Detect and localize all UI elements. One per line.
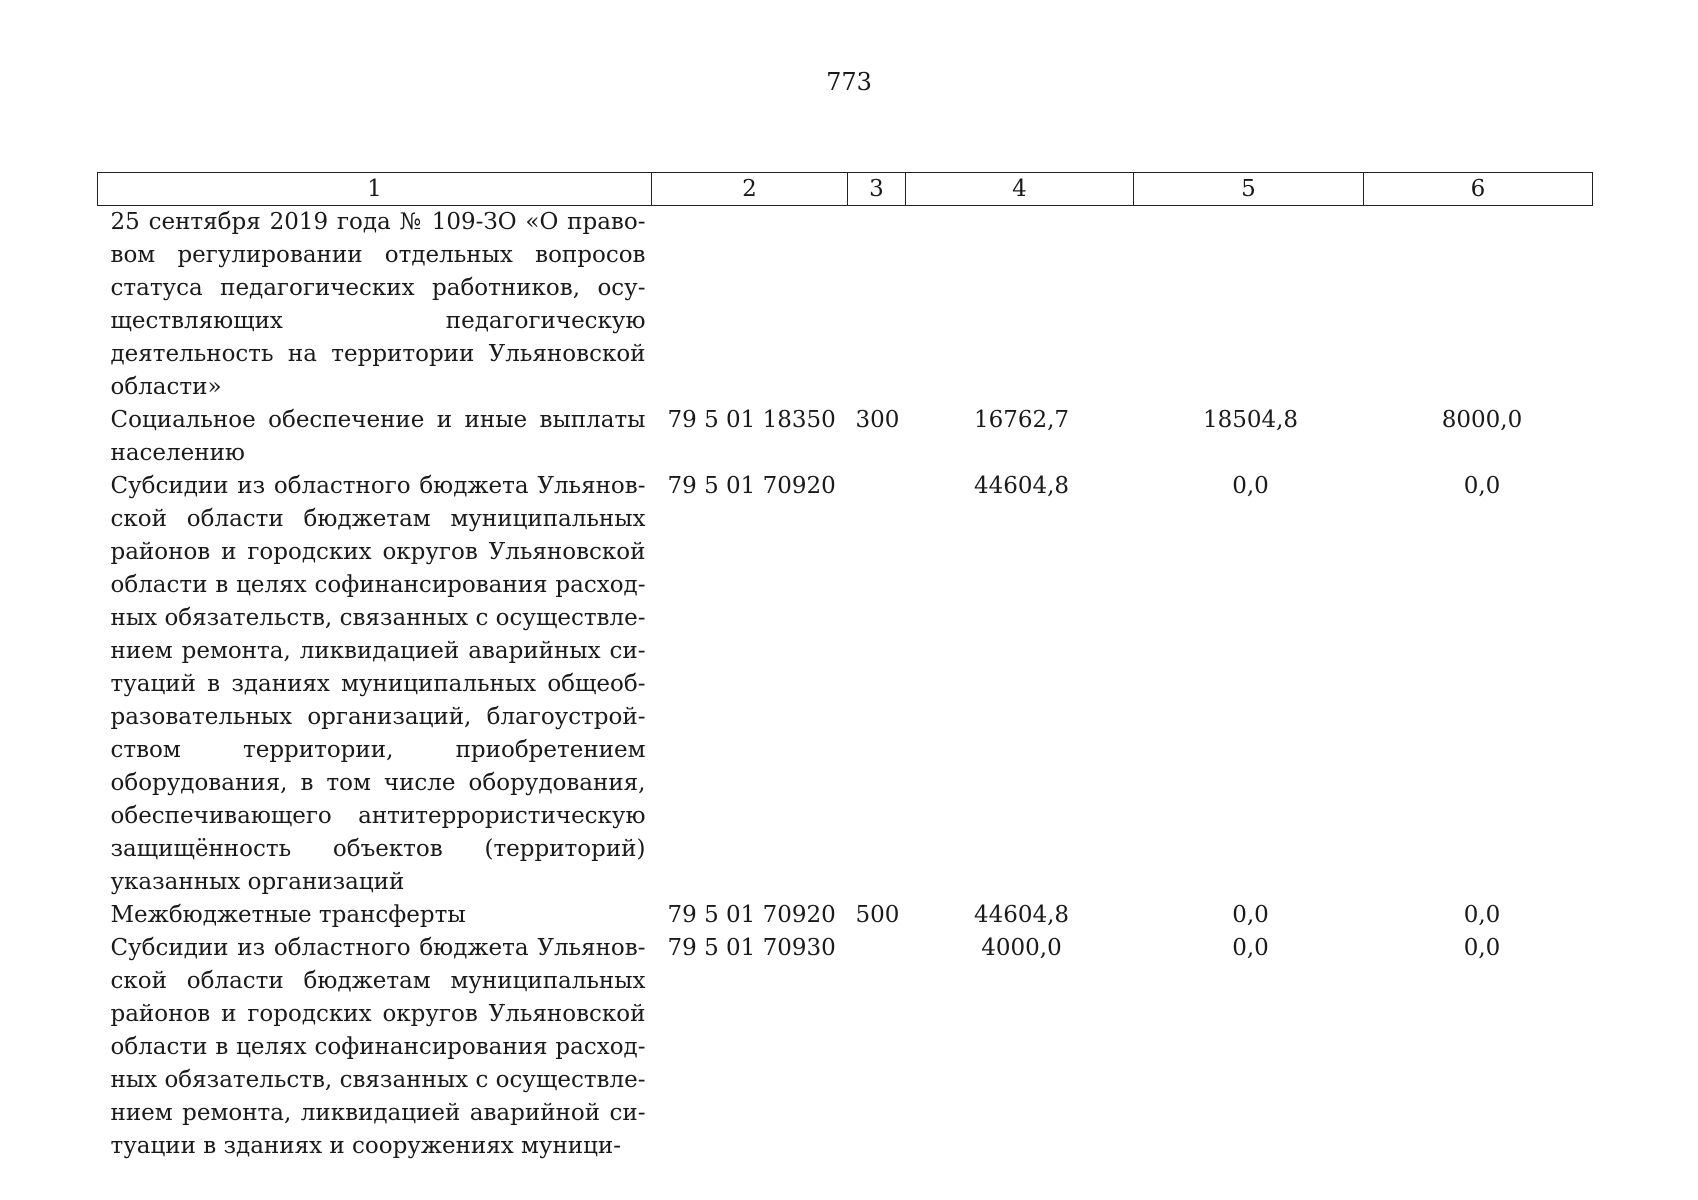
row-value-col5 — [1134, 206, 1364, 405]
row-description: 25 сентября 2019 года № 109-ЗО «О правовом регулировании отдельных вопросов статуса педагогических работников, осуществляющих педагогическую деятельность на территории Ульяновской области» — [110, 209, 646, 400]
column-header-6: 6 — [1364, 173, 1593, 206]
row-value-col4 — [906, 206, 1134, 405]
row-target-code: 79 5 01 70930 — [667, 935, 836, 961]
row-target-code — [652, 206, 848, 405]
row-target-code: 79 5 01 70920 — [667, 902, 836, 928]
row-expense-type: 300 — [855, 407, 900, 433]
column-header-3: 3 — [848, 173, 906, 206]
row-value-col4: 4000,0 — [981, 935, 1062, 961]
table-row — [98, 470, 1593, 899]
budget-table-container — [97, 172, 1592, 1163]
row-value-col5: 0,0 — [1232, 902, 1269, 928]
row-value-col4: 44604,8 — [973, 473, 1070, 499]
row-value-col5: 0,0 — [1232, 935, 1269, 961]
row-value-col4: 44604,8 — [973, 902, 1070, 928]
row-description: Межбюджетные трансферты — [110, 902, 466, 928]
column-header-2: 2 — [652, 173, 848, 206]
row-value-col5: 18504,8 — [1202, 407, 1299, 433]
row-target-code: 79 5 01 18350 — [667, 407, 836, 433]
row-value-col6: 8000,0 — [1441, 407, 1523, 433]
row-value-col4: 16762,7 — [973, 407, 1070, 433]
row-value-col6: 0,0 — [1463, 935, 1501, 961]
table-row — [98, 404, 1593, 470]
row-value-col6 — [1364, 206, 1593, 405]
table-row — [98, 932, 1593, 1163]
row-target-code: 79 5 01 70920 — [667, 473, 836, 499]
table-body — [98, 206, 1593, 1164]
row-expense-type: 500 — [855, 902, 900, 928]
page-number: 773 — [826, 68, 872, 96]
column-header-5: 5 — [1134, 173, 1364, 206]
header-row — [98, 173, 1593, 206]
row-description: Субсидии из областного бюджета Ульяновской области бюджетам муниципальных районов и городских округов Ульяновской области в целях софинансирования расходных обязательств, связанных с осуществлением ремонта, ликвидацией аварийной ситуации в зданиях и сооружениях муници- — [110, 935, 646, 1159]
column-header-4: 4 — [906, 173, 1134, 206]
table-row — [98, 206, 1593, 405]
row-value-col6: 0,0 — [1463, 473, 1501, 499]
row-expense-type — [848, 470, 906, 899]
row-value-col6: 0,0 — [1463, 902, 1501, 928]
column-header-1: 1 — [98, 173, 652, 206]
row-description: Социальное обеспечение и иные выплаты населению — [110, 407, 646, 466]
table-row — [98, 899, 1593, 932]
row-expense-type — [848, 206, 906, 405]
row-value-col5: 0,0 — [1232, 473, 1269, 499]
row-expense-type — [848, 932, 906, 1163]
table-header — [98, 173, 1593, 206]
row-description: Субсидии из областного бюджета Ульяновской области бюджетам муниципальных районов и городских округов Ульяновской области в целях софинансирования расходных обязательств, связанных с осуществлением ремонта, ликвидацией аварийных ситуаций в зданиях муниципальных общеобразовательных организаций, благоустройством территории, приобретением оборудования, в том числе оборудования, обеспечивающего антитеррористическую защищённость объектов (территорий) указанных организаций — [110, 473, 646, 895]
budget-table — [97, 172, 1593, 1163]
